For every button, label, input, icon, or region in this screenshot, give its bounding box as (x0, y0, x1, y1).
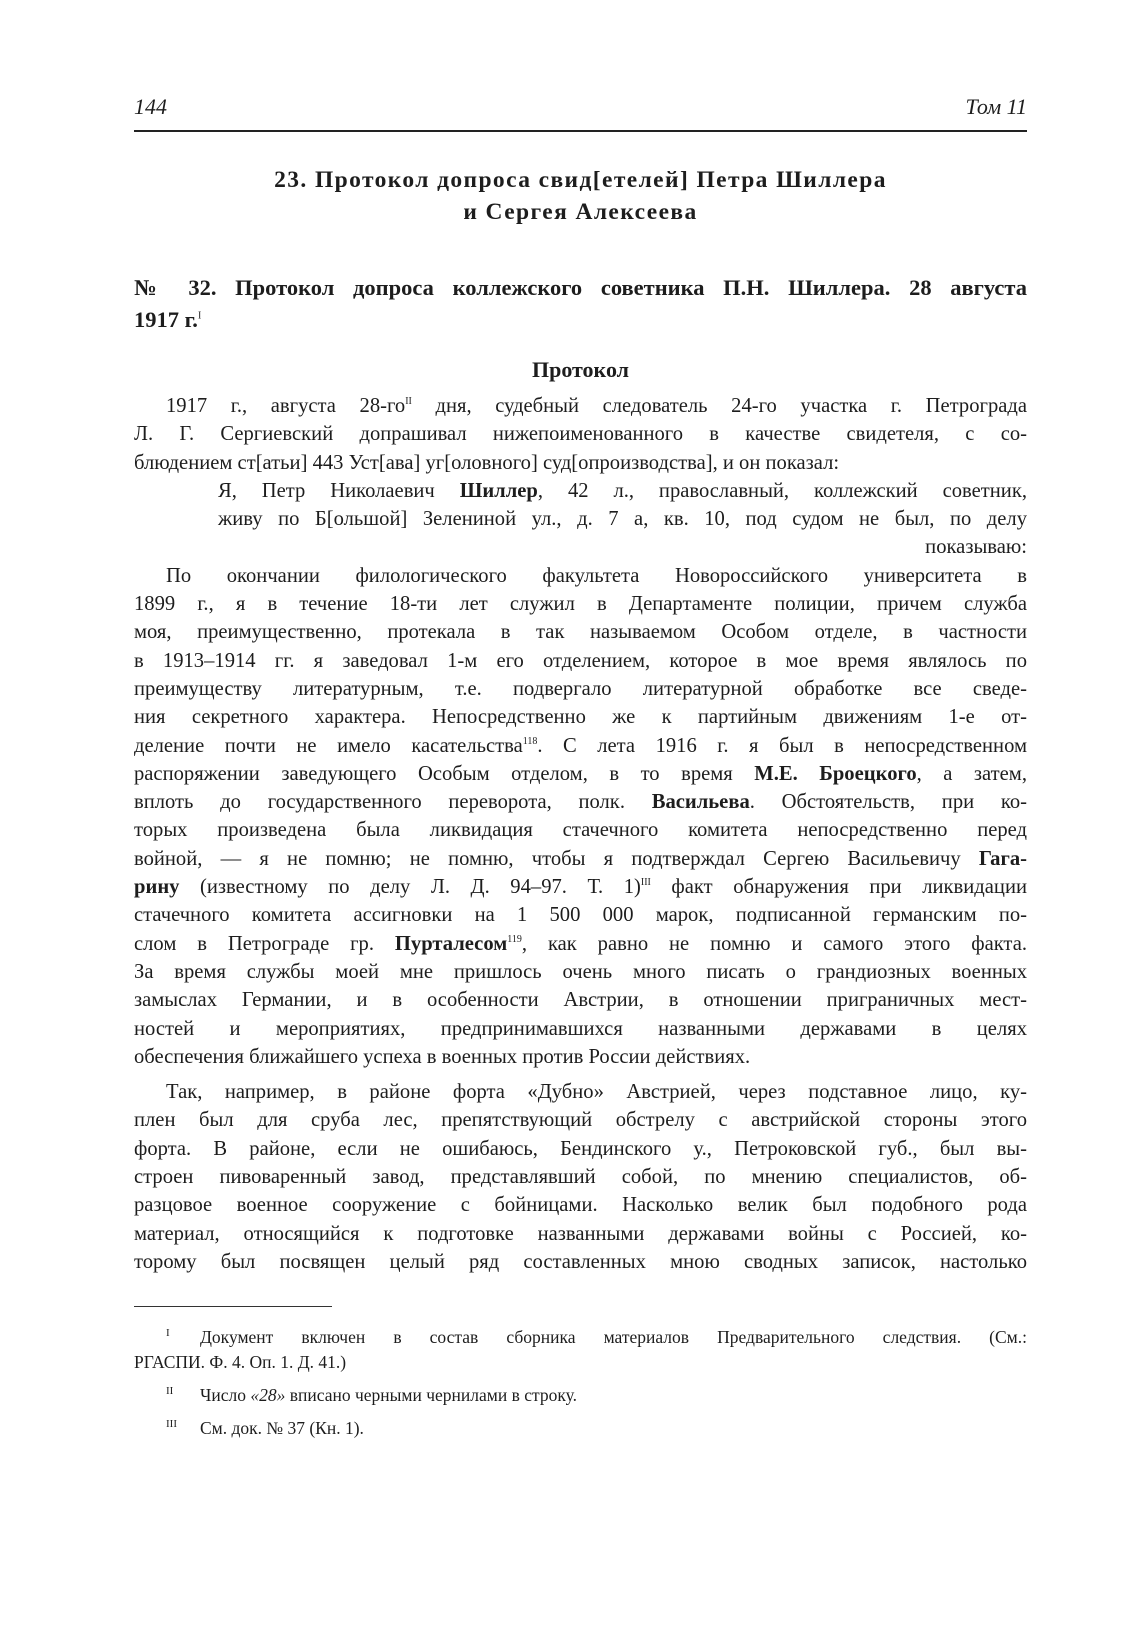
text-line: обеспечения ближайшего успеха в военных против России действиях. (134, 1045, 751, 1068)
footnote-ref[interactable]: 118 (522, 735, 538, 747)
text-line: Так, например, в районе форта «Дубно» Австрией, через подставное лицо, ку- (166, 1081, 1027, 1104)
document-title-line-1: № 32. Протокол допроса коллежского советника П.Н. Шиллера. 28 августа (134, 275, 1027, 300)
person-name: Пурталесом (394, 932, 508, 955)
text-line: За время службы моей мне пришлось очень много писать о грандиозных военных (134, 960, 1027, 983)
text-line: в 1913–1914 гг. я заведовал 1-м его отделением, которое в мое время являлось по (134, 649, 1027, 672)
text-line: По окончании филологического факультета Новороссийского университета в (166, 564, 1027, 587)
text-line: преимуществу литературным, т.е. подвергало литературной обработке все сведе- (134, 677, 1027, 700)
text-line: стачечного комитета ассигновки на 1 500 000 марок, подписанной германским по- (134, 904, 1027, 927)
text-line: рину (известному по делу Л. Д. 94–97. Т. 1)$^{III}$ факт обнаружения при ликвидации (134, 876, 1027, 899)
footnote-line: III См. док. № 37 (Кн. 1). (166, 1418, 364, 1438)
person-name: М.Е. Броецкого (754, 762, 917, 785)
text-line: живу по Б[ольшой] Зелениной ул., д. 7 а, кв. 10, под судом не был, по делу (218, 508, 1027, 531)
document-title-date: 1917 г. (134, 307, 198, 332)
footnote (134, 1383, 1027, 1408)
section-title-line-1: 23. Протокол допроса свид[етелей] Петра Шиллера (274, 167, 887, 193)
text-line: Я, Петр Николаевич Шиллер, 42 л., православный, коллежский советник, (218, 479, 1027, 502)
text-line: войной, — я не помню; не помню, чтобы я подтверждал Сергею Васильевичу Гага- (134, 847, 1027, 870)
text-line: плен был для сруба лес, препятствующий обстрелу с австрийской стороны этого (134, 1109, 1027, 1132)
text-line: торых произведена была ликвидация стачечного комитета непосредственно перед (134, 819, 1027, 842)
text-line: торому был посвящен целый ряд составленных мною сводных записок, настолько (134, 1250, 1027, 1273)
section-title (134, 164, 1027, 228)
text-line: блюдением ст[атьи] 443 Уст[ава] уг[оловного] суд[опроизводства], и он показал: (134, 451, 840, 474)
text-line: слом в Петрограде гр. Пурталесом$^{119}$, как равно не помню и самого этого факта. (134, 932, 1027, 955)
document-title (134, 272, 1027, 336)
text-line: замыслах Германии, и в особенности Австрии, в отношении приграничных мест- (134, 989, 1027, 1012)
text-line: деление почти не имело касательства$^{118}$. С лета 1916 г. я был в непосредственном (134, 734, 1027, 757)
footnote-ref[interactable]: II (405, 396, 412, 408)
footnote-line: II Число «28» вписано черными чернилами в строку. (166, 1385, 577, 1405)
text-line: ностей и мероприятиях, предпринимавшихся названными державами в целях (134, 1017, 1027, 1040)
footnote-line: РГАСПИ. Ф. 4. Оп. 1. Д. 41.) (134, 1352, 347, 1372)
person-name: Шиллер (459, 479, 538, 502)
running-head (134, 90, 1027, 132)
person-name: Васильева (651, 791, 750, 814)
text-line: форта. В районе, если не ошибаюсь, Бендинского у., Петроковской губ., был вы- (134, 1137, 1027, 1160)
page-number: 144 (134, 94, 167, 119)
text-line: материал, относящийся к подготовке названными державами войны с Россией, ко- (134, 1222, 1027, 1245)
footnote-ref[interactable]: III (640, 877, 651, 889)
footnote-ref[interactable]: 119 (507, 933, 522, 945)
footnote (134, 1416, 1027, 1441)
document-title-line-2 (134, 304, 1027, 336)
text-line: 1917 г., августа $28-го^{II}$ дня, судебный следователь 24-го участка г. Петрограда (166, 395, 1028, 417)
footnotes (134, 1325, 1027, 1449)
document-body (134, 392, 1027, 1276)
protocol-heading: Протокол (531, 357, 629, 382)
text-line: моя, преимущественно, протекала в так называемом Особом отделе, в частности (134, 621, 1027, 644)
text-line: 1899 г., я в течение 18-ти лет служил в Департаменте полиции, причем служба (134, 593, 1027, 616)
text-line: распоряжении заведующего Особым отделом, в то время М.Е. Броецкого, а затем, (134, 762, 1027, 785)
text-line: разцовое военное сооружение с бойницами. Насколько велик был подобного рода (134, 1194, 1027, 1217)
text-line: строен пивоваренный завод, представлявший собой, по мнению специалистов, об- (134, 1166, 1027, 1189)
footnote-divider (134, 1306, 332, 1307)
footnote-ref[interactable]: I (197, 310, 202, 322)
person-name: рину (134, 876, 180, 899)
footnote-line: I Документ включен в состав сборника материалов Предварительного следствия. (См.: (166, 1327, 1027, 1347)
section-title-line-2: и Сергея Алексеева (463, 199, 698, 225)
person-name: Гага- (978, 847, 1027, 870)
footnote (134, 1325, 1027, 1375)
text-line: Л. Г. Сергиевский допрашивал нижепоименованного в качестве свидетеля, с со- (134, 423, 1027, 446)
text-line: показываю: (925, 536, 1027, 559)
volume-label: Том 11 (965, 94, 1027, 119)
text-line: вплоть до государственного переворота, полк. Васильева. Обстоятельств, при ко- (134, 791, 1027, 814)
text-line: ния секретного характера. Непосредственно же к партийным движениям 1-е от- (134, 706, 1027, 729)
